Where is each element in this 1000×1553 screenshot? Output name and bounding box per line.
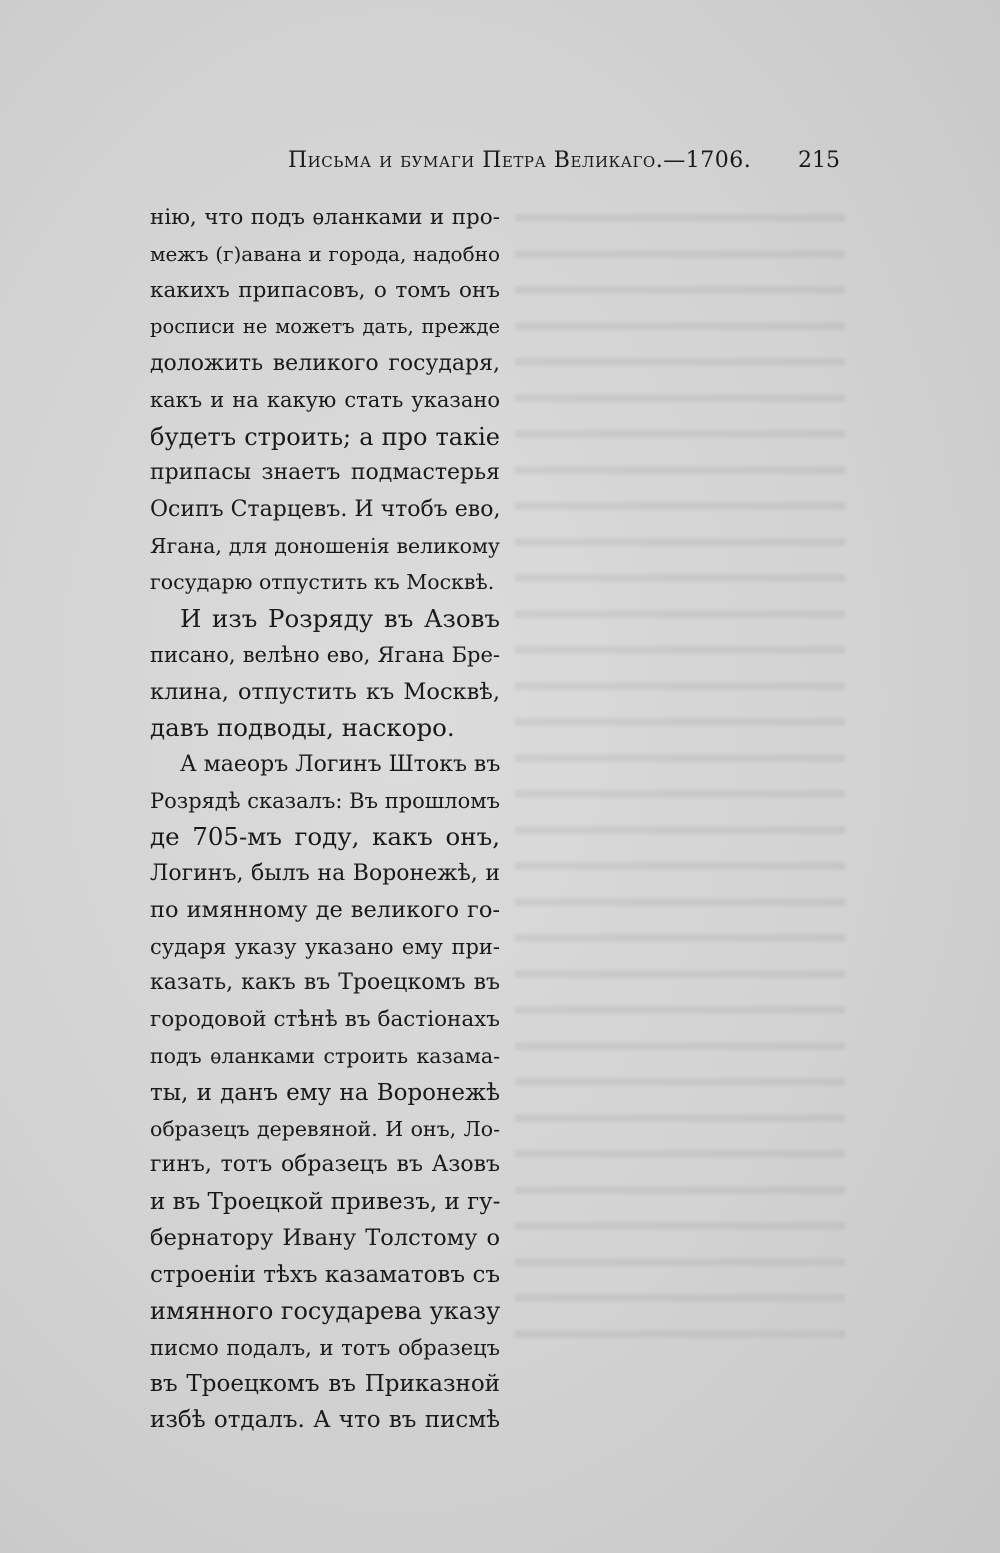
text-line: какихъ припасовъ, о томъ онъ [150, 277, 500, 303]
text-line: Логинъ, былъ на Воронежѣ, и [150, 860, 500, 886]
show-through-text [515, 200, 845, 1350]
text-line: подъ ѳланками строить казама- [150, 1044, 500, 1069]
text-line: клина, отпустить къ Москвѣ, [150, 678, 500, 705]
running-head [288, 148, 848, 182]
text-line: Розрядѣ сказалъ: Въ прошломъ [150, 789, 500, 813]
text-line: Ягана, для доношенія великому [150, 533, 500, 558]
text-line: Осипъ Старцевъ. И чтобъ ево, [150, 496, 501, 522]
text-line: строеніи тѣхъ казаматовъ съ [150, 1261, 500, 1288]
text-line: доложить великого государя, [150, 350, 500, 376]
text-line: по имянному де великого го- [150, 897, 500, 924]
text-line: де 705-мъ году, какъ онъ, [150, 822, 500, 852]
text-line: бернатору Ивану Толстому о [150, 1225, 500, 1252]
text-line: въ Троецкомъ въ Приказной [150, 1371, 500, 1397]
text-line: какъ и на какую стать указано [150, 388, 500, 413]
text-line: И изъ Розряду въ Азовъ [180, 603, 500, 633]
text-line: А маеоръ Логинъ Штокъ въ [180, 751, 501, 777]
text-line: нію, что подъ ѳланками и про- [150, 205, 500, 230]
text-line: писано, велѣно ево, Ягана Бре- [150, 643, 500, 668]
text-line: имянного государева указу [150, 1297, 501, 1326]
text-line: гинъ, тотъ образецъ въ Азовъ [150, 1152, 500, 1178]
text-line: государю отпустить къ Москвѣ. [150, 570, 495, 595]
text-line: образецъ деревяной. И онъ, Ло- [150, 1116, 500, 1141]
text-line: росписи не можетъ дать, прежде [150, 315, 500, 339]
text-line: казать, какъ въ Троецкомъ въ [150, 970, 500, 996]
text-line: и въ Троецкой привезъ, и гу- [150, 1188, 501, 1215]
text-line: межъ (г)авана и города, надобно [150, 242, 500, 267]
text-line: избѣ отдалъ. А что въ писмѣ [150, 1407, 500, 1434]
text-line: будетъ строить; а про такіе [150, 422, 500, 451]
text-line: писмо подалъ, и тотъ образецъ [150, 1335, 500, 1360]
text-line: ты, и данъ ему на Воронежѣ [150, 1079, 500, 1106]
text-line: припасы знаетъ подмастерья [150, 460, 500, 486]
text-line: давъ подводы, наскоро. [150, 713, 455, 743]
page-number: 215 [798, 148, 840, 173]
running-title: Письма и бумаги Петра Великаго.—1706. [288, 148, 752, 173]
text-line: сударя указу указано ему при- [150, 934, 500, 959]
text-column [150, 200, 500, 1439]
text-line: городовой стѣнѣ въ бастіонахъ [150, 1006, 500, 1032]
